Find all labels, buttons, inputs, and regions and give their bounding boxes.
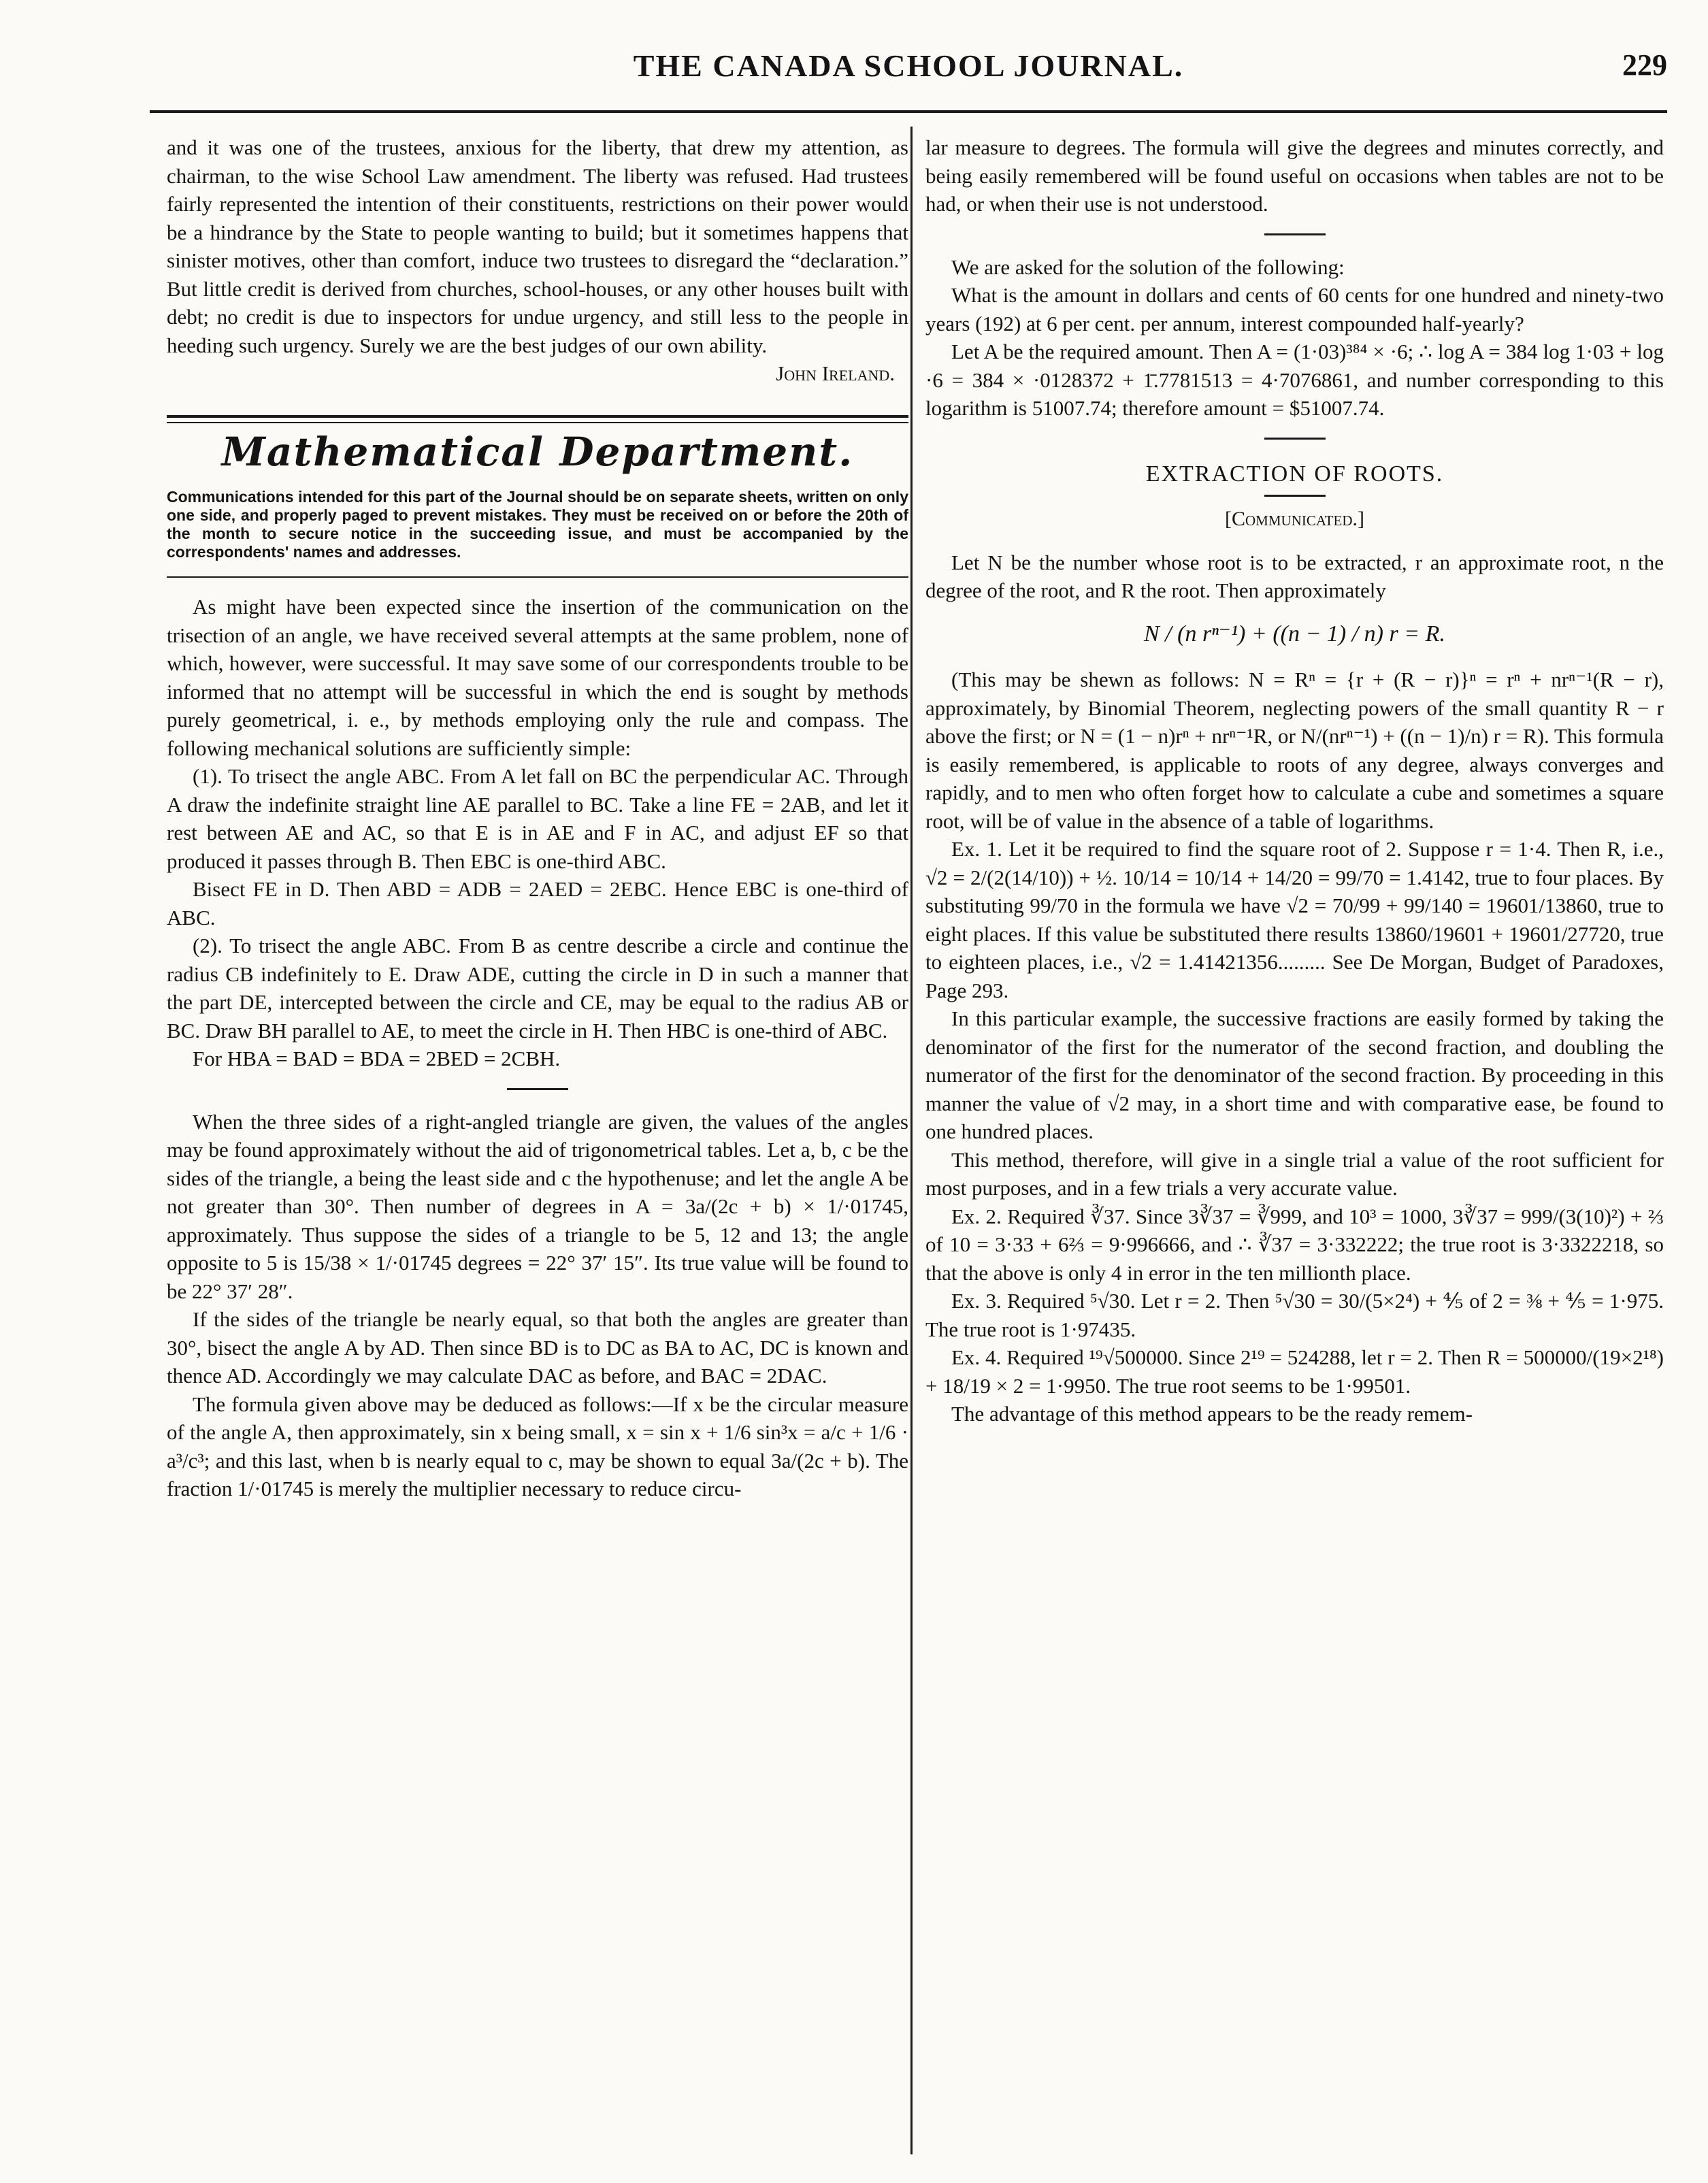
- left-column: [167, 133, 908, 1503]
- section-subheading: [Communicated.]: [1225, 508, 1364, 530]
- page-header: [150, 41, 1667, 102]
- heading-rule: [1264, 495, 1326, 497]
- circular-measure-continuation: lar measure to degrees. The formula will give the degrees and minutes correctly, and being easily remembered will be found useful on occasions when tables are not to be had, or when their use is not understood.: [925, 135, 1664, 216]
- department-title: Mathematical Department.: [221, 428, 854, 475]
- department-note: Communications intended for this part of the Journal should be on separate sheets, written on only one side, and properly paged to prevent mistakes. They must be received on or before the 20th of the month to secure notice in the succeeding issue, and must be accompanied by the correspondents' names and addresses.: [167, 488, 908, 561]
- intro-signature: John Ireland.: [776, 361, 895, 385]
- right-column: [925, 133, 1664, 1428]
- main-formula: N / (n rⁿ⁻¹) + ((n − 1) / n) r = R.: [1144, 621, 1445, 646]
- department-rule-thin: [167, 422, 908, 423]
- trisection-method-2: (2). To trisect the angle ABC. From B as centre describe a circle and continue the radius CB indefinitely to E. Draw ADE, cutting the circle in D in such a manner that the part DE, intercepted between the circle and CE, may be equal to the radius AB or BC. Draw BH parallel to AE, to meet the circle in H. Then HBC is one-third of ABC.: [167, 934, 908, 1043]
- trisection-method-2-proof: For HBA = BAD = BDA = 2BED = 2CBH.: [193, 1047, 561, 1070]
- header-rule: [150, 110, 1667, 113]
- department-note-rule: [167, 576, 908, 578]
- page-number: 229: [1622, 48, 1667, 82]
- compound-interest-question: What is the amount in dollars and cents of 60 cents for one hundred and ninety-two years (192) at 6 per cent. per annum, interest compounded half-yearly?: [925, 283, 1664, 335]
- trisection-method-1: (1). To trisect the angle ABC. From A let fall on BC the perpendicular AC. Through A draw the indefinite straight line AE parallel to BC. Take a line FE = 2AB, and let it rest between AE and AC, so that E is in AE and F in AC, and adjust EF so that produced it passes through B. Then EBC is one-third ABC.: [167, 764, 908, 873]
- roots-intro: Let N be the number whose root is to be extracted, r an approximate root, n the degree of the root, and R the root. Then approximately: [925, 550, 1664, 602]
- column-divider: [910, 127, 913, 2154]
- intro-signature-line: [167, 359, 908, 388]
- example-2: Ex. 2. Required ∛37. Since 3∛37 = ∛999, and 10³ = 1000, 3∛37 = 999/(3(10)²) + ⅔ of 10 = 3·33 + 6⅔ = 9·996666, and ∴ ∛37 = 3·332222; the true root is 3·3322218, so that the above is only 4 in error in the ten millionth place.: [925, 1204, 1664, 1285]
- compound-interest-solution: Let A be the required amount. Then A = (1·03)³⁸⁴ × ·6; ∴ log A = 384 log 1·03 + log ·6 = 384 × ·0128372 + 1̄.7781513 = 4·7076861, and number corresponding to this logarithm is 51007.74; therefore amount = $51007.74.: [925, 340, 1664, 420]
- journal-title: THE CANADA SCHOOL JOURNAL.: [633, 48, 1184, 83]
- triangle-equal-sides-paragraph: If the sides of the triangle be nearly equal, so that both the angles are greater than 30°, bisect the angle A by AD. Then since BD is to DC as BA to AC, DC is known and thence AD. Accordingly we may calculate DAC as before, and BAC = 2DAC.: [167, 1307, 908, 1388]
- example-4: Ex. 4. Required ¹⁹√500000. Since 2¹⁹ = 524288, let r = 2. Then R = 500000/(19×2¹⁸) + 18/19 × 2 = 1·9950. The true root seems to be 1·99501.: [925, 1345, 1664, 1398]
- department-rule-thick: [167, 415, 908, 418]
- trisection-method-1-proof: Bisect FE in D. Then ABD = ADB = 2AED = 2EBC. Hence EBC is one-third of ABC.: [167, 877, 908, 930]
- formula-deduction-paragraph: The formula given above may be deduced as follows:—If x be the circular measure of the angle A, then approximately, sin x being small, x = sin x + 1/6 sin³x = a/c + 1/6 · a³/c³; and this last, when b is nearly equal to c, may be shown to equal 3a/(2c + b). The fraction 1/·01745 is merely the multiplier necessary to reduce circu-: [167, 1392, 908, 1500]
- separator-rule: [507, 1088, 568, 1090]
- formula-derivation: (This may be shewn as follows: N = Rⁿ = {r + (R − r)}ⁿ = rⁿ + nrⁿ⁻¹(R − r), approximately, by Binomial Theorem, neglecting powers of the small quantity R − r above the first; or N = (1 − n)rⁿ + nrⁿ⁻¹R, or N/(nrⁿ⁻¹) + ((n − 1)/n) r = R). This formula is easily remembered, is applicable to roots of any degree, always converges and rapidly, and to men who often forget how to calculate a cube and sometimes a square root, will be of value in the absence of a table of logarithms.: [925, 668, 1664, 833]
- method-summary: This method, therefore, will give in a single trial a value of the root sufficient for most purposes, and in a few trials a very accurate value.: [925, 1147, 1664, 1200]
- example-1: Ex. 1. Let it be required to find the square root of 2. Suppose r = 1·4. Then R, i.e., √2 = 2/(2(14/10)) + ½. 10/14 = 10/14 + 14/20 = 99/70 = 1.4142, true to four places. By substituting 99/70 in the formula we have √2 = 70/99 + 99/140 = 19601/13860, true to eight places. If this value be substituted there results 13860/19601 + 19601/27720, true to eighteen places, i.e., √2 = 1.41421356......... See De Morgan, Budget of Paradoxes, Page 293.: [925, 837, 1664, 1002]
- intro-paragraph: and it was one of the trustees, anxious for the liberty, that drew my attention, as chairman, to the wise School Law amendment. The liberty was refused. Had trustees fairly represented the intention of their constituents, restrictions on their power would be a hindrance by the State to people wanting to build; but it sometimes happens that sinister motives, other than comfort, induce two trustees to disregard the “declaration.” But little credit is derived from churches, school-houses, or any other houses built with debt; no credit is due to inspectors for undue urgency, and still less to the people in heeding such urgency. Surely we are the best judges of our own ability.: [167, 135, 908, 357]
- example-3: Ex. 3. Required ⁵√30. Let r = 2. Then ⁵√30 = 30/(5×2⁴) + ⅘ of 2 = ⅜ + ⅘ = 1·975. The true root is 1·97435.: [925, 1289, 1664, 1341]
- trisection-intro: As might have been expected since the insertion of the communication on the trisection of an angle, we have received several attempts at the same problem, none of which, however, were successful. It may save some of our correspondents trouble to be informed that no attempt will be successful in which the end is sought by methods purely geometrical, i. e., by methods employing only the rule and compass. The following mechanical solutions are sufficiently simple:: [167, 595, 908, 760]
- question-intro: We are asked for the solution of the following:: [951, 255, 1345, 279]
- example-1-commentary: In this particular example, the successive fractions are easily formed by taking the denominator of the first for the numerator of the second fraction, and doubling the numerator of the first for the denominator of the second fraction. By proceeding in this manner the value of √2 may, in a short time and with comparative ease, be found to one hundred places.: [925, 1006, 1664, 1143]
- triangle-angles-paragraph: When the three sides of a right-angled triangle are given, the values of the angles may be found approximately without the aid of trigonometrical tables. Let a, b, c be the sides of the triangle, a being the least side and c the hypothenuse; and let the angle A be not greater than 30°. Then number of degrees in A = 3a/(2c + b) × 1/·01745, approximately. Thus suppose the sides of a triangle to be 5, 12 and 13; the angle opposite to 5 is 15/38 × 1/·01745 degrees = 22° 37′ 15″. Its true value will be found to be 22° 37′ 28″.: [167, 1109, 908, 1303]
- closing-paragraph: The advantage of this method appears to be the ready remem-: [951, 1402, 1473, 1426]
- section-heading: EXTRACTION OF ROOTS.: [1145, 461, 1444, 487]
- separator-rule: [1264, 233, 1326, 235]
- separator-rule: [1264, 438, 1326, 440]
